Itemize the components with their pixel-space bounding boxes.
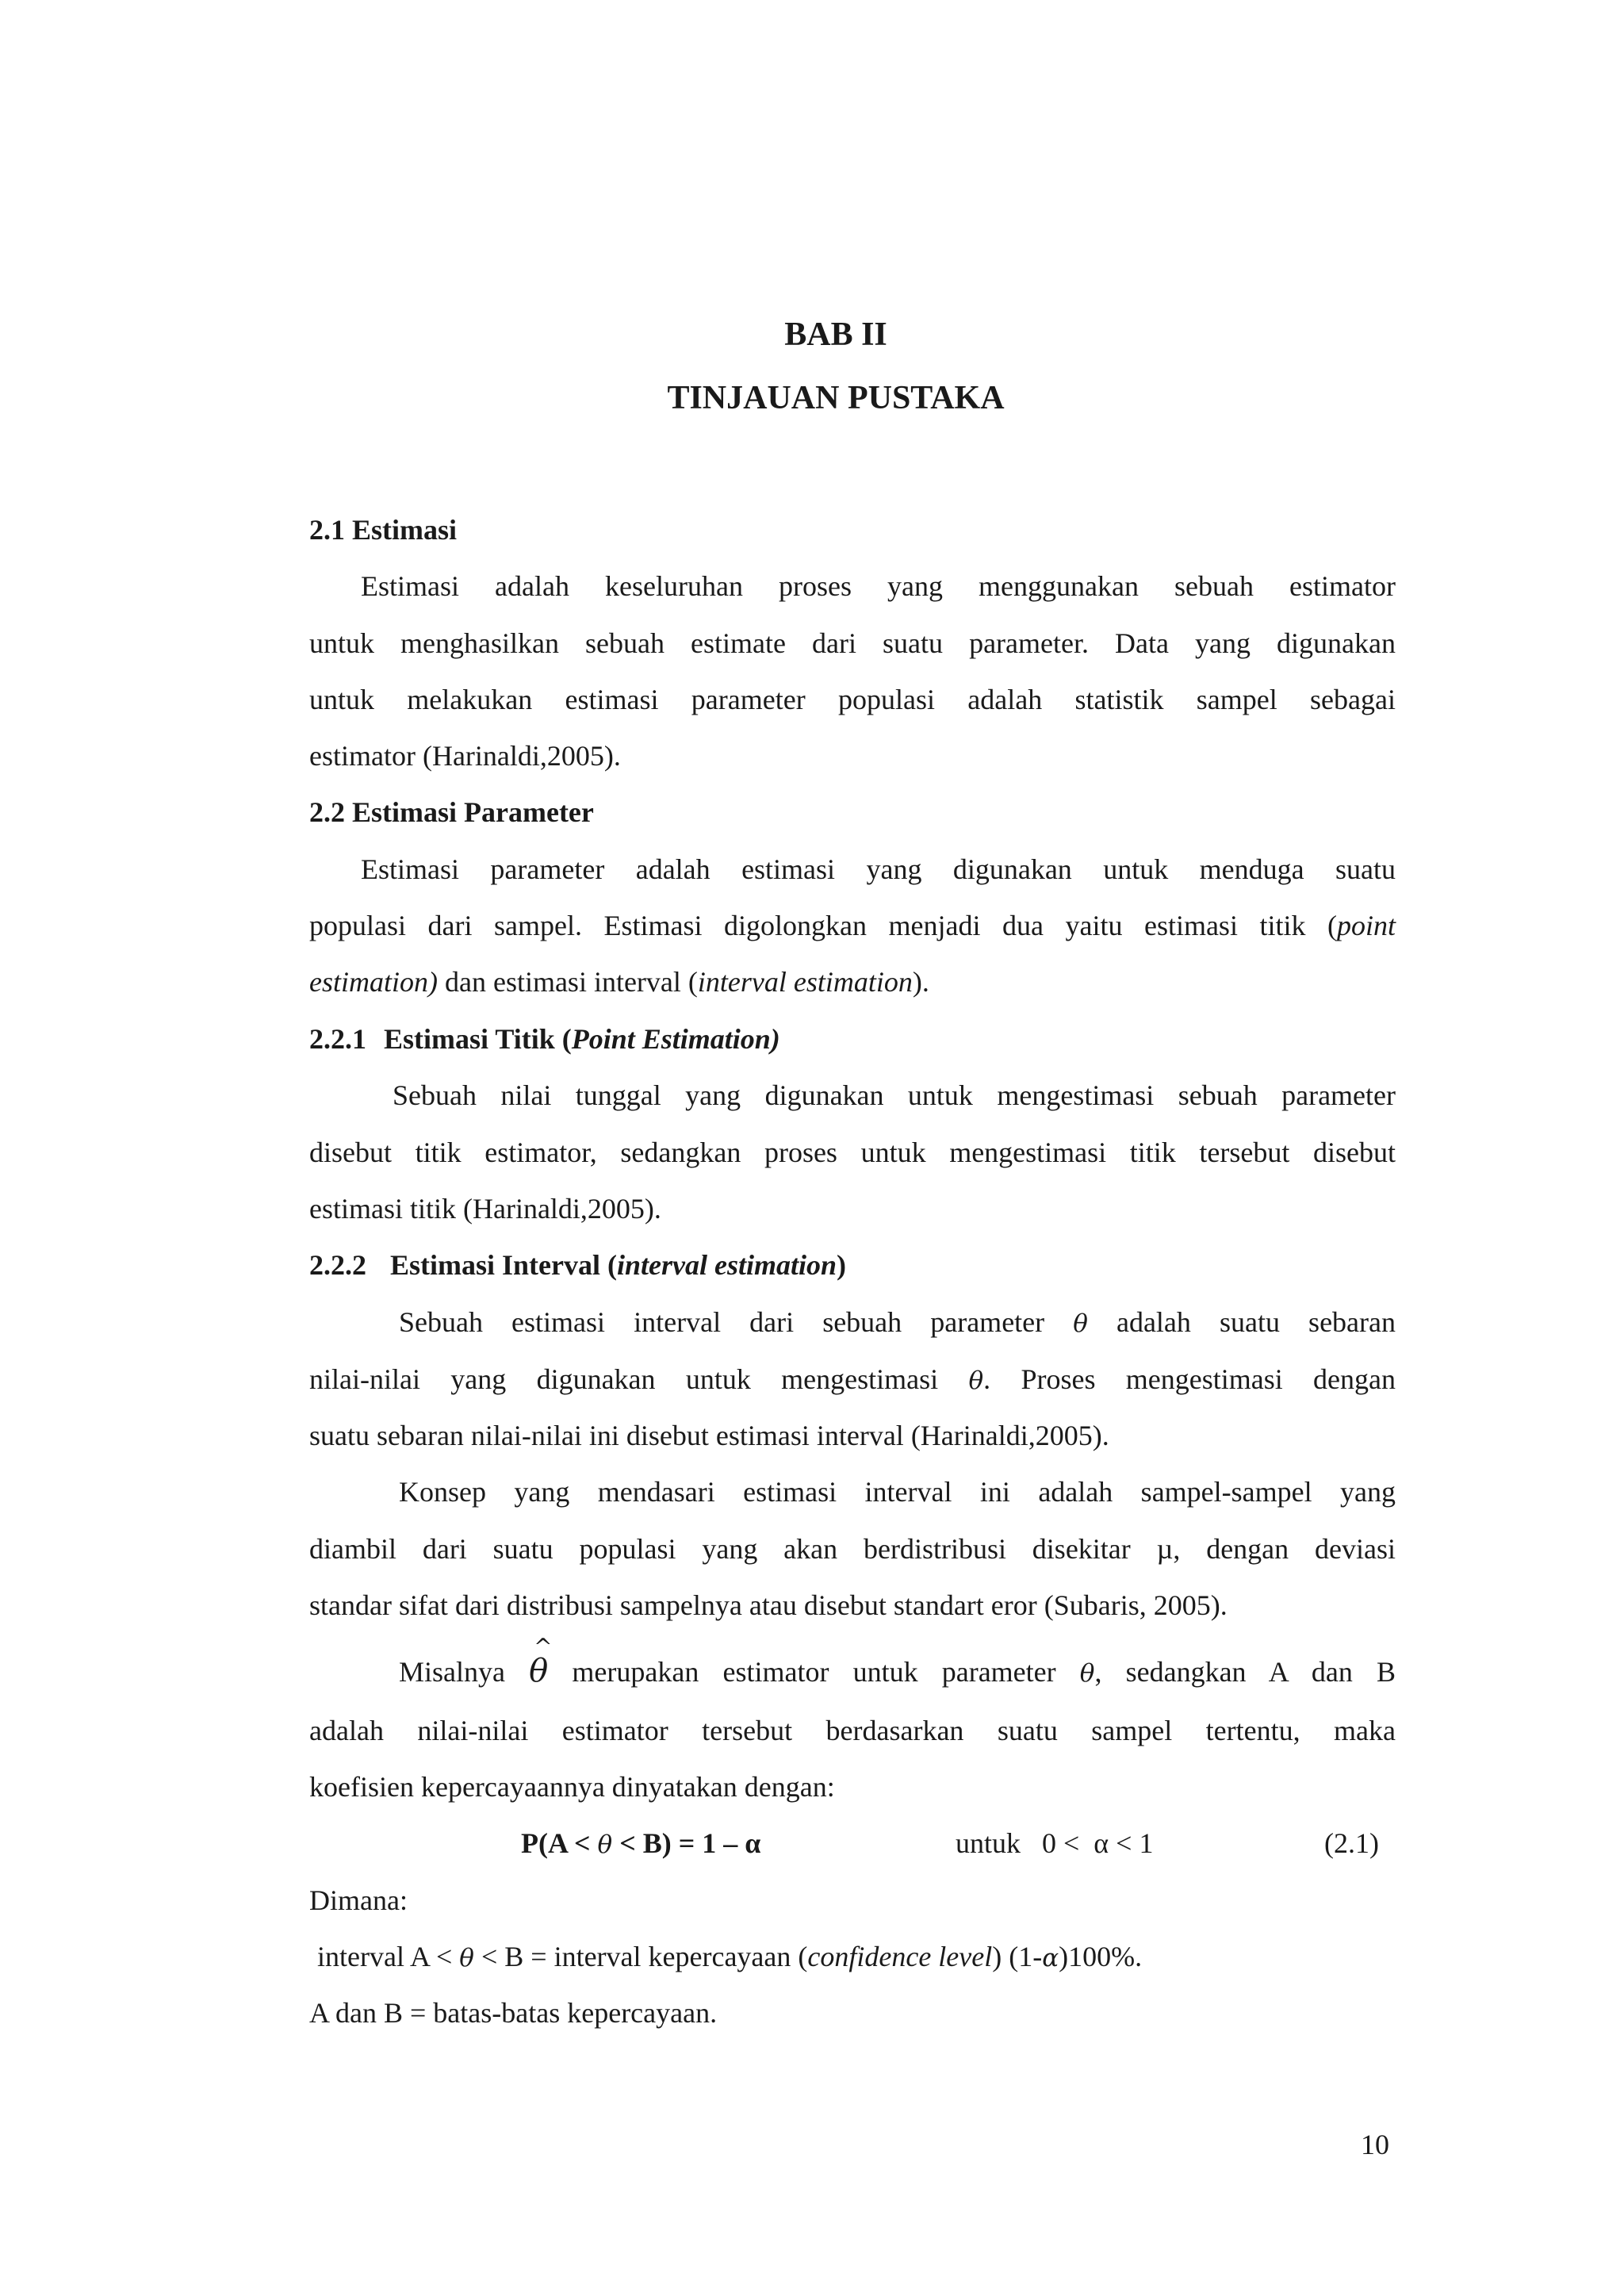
paragraph-line: standar sifat dari distribusi sampelnya atau disebut standart eror (Subaris, 2005).: [309, 1589, 1228, 1621]
paragraph-line: Misalnya ^ θ merupakan estimator untuk parameter θ, sedangkan A dan B: [399, 1653, 1396, 1689]
paragraph-line: estimation) dan estimasi interval (interval estimation).: [309, 966, 929, 998]
paragraph-line: Sebuah estimasi interval dari sebuah parameter θ adalah suatu sebaran: [399, 1306, 1396, 1338]
section-heading-2-2: 2.2 Estimasi Parameter: [309, 796, 594, 828]
paragraph-line: Konsep yang mendasari estimasi interval ini adalah sampel-sampel yang: [399, 1476, 1396, 1508]
paragraph-line: untuk menghasilkan sebuah estimate dari suatu parameter. Data yang digunakan: [309, 627, 1396, 659]
paragraph-line: estimator (Harinaldi,2005).: [309, 740, 621, 772]
chapter-number: BAB II: [784, 316, 887, 353]
paragraph-line: disebut titik estimator, sedangkan proses untuk mengestimasi titik tersebut disebut: [309, 1137, 1396, 1168]
section-heading-2-2-2: 2.2.2 Estimasi Interval (interval estimation): [309, 1249, 846, 1281]
paragraph-line: populasi dari sampel. Estimasi digolongkan menjadi dua yaitu estimasi titik (point: [309, 910, 1396, 941]
paragraph-line: adalah nilai-nilai estimator tersebut berdasarkan suatu sampel tertentu, maka: [309, 1715, 1396, 1746]
paragraph-line: suatu sebaran nilai-nilai ini disebut estimasi interval (Harinaldi,2005).: [309, 1420, 1109, 1451]
theta-hat-symbol: ^ θ: [529, 1653, 548, 1689]
equation-number: (2.1): [1324, 1827, 1379, 1859]
section-heading-2-2-1: 2.2.1 Estimasi Titik (Point Estimation): [309, 1023, 780, 1055]
paragraph-line: koefisien kepercayaannya dinyatakan dengan:: [309, 1771, 835, 1803]
page-number: 10: [1361, 2129, 1389, 2160]
where-label: Dimana:: [309, 1884, 408, 1916]
chapter-title: TINJAUAN PUSTAKA: [667, 380, 1005, 416]
paragraph-line: diambil dari suatu populasi yang akan berdistribusi disekitar µ, dengan deviasi: [309, 1533, 1396, 1565]
paragraph-line: estimasi titik (Harinaldi,2005).: [309, 1193, 661, 1225]
theta-symbol: θ: [597, 1830, 613, 1859]
equation-condition: untuk 0 < α < 1: [956, 1827, 1154, 1859]
paragraph-line: Estimasi parameter adalah estimasi yang digunakan untuk menduga suatu: [361, 853, 1396, 885]
theta-symbol: θ: [1073, 1309, 1088, 1338]
theta-symbol: θ: [968, 1366, 984, 1395]
theta-symbol: θ: [459, 1944, 474, 1972]
where-line: interval A < θ < B = interval kepercayaan (confidence level) (1-α)100%.: [317, 1941, 1143, 1972]
alpha-symbol: α: [1042, 1944, 1059, 1972]
paragraph-line: nilai-nilai yang digunakan untuk mengestimasi θ. Proses mengestimasi dengan: [309, 1363, 1396, 1395]
paragraph-line: Sebuah nilai tunggal yang digunakan untuk mengestimasi sebuah parameter: [393, 1079, 1396, 1111]
paragraph-line: Estimasi adalah keseluruhan proses yang menggunakan sebuah estimator: [361, 570, 1396, 602]
paragraph-line: untuk melakukan estimasi parameter populasi adalah statistik sampel sebagai: [309, 684, 1396, 715]
equation-expression: P(A < θ < B) = 1 – α: [521, 1827, 761, 1859]
theta-symbol: θ: [1079, 1659, 1095, 1688]
where-line: A dan B = batas-batas kepercayaan.: [309, 1997, 718, 2029]
section-heading-2-1: 2.1 Estimasi: [309, 514, 458, 546]
